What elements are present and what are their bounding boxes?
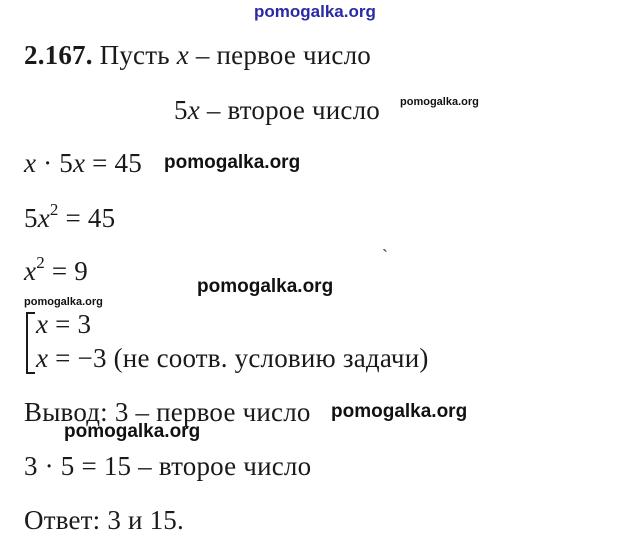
watermark-top: pomogalka.org xyxy=(254,2,376,21)
conclusion-line-1: Вывод: 3 – первое число xyxy=(24,397,311,427)
problem-line-2 xyxy=(174,95,380,125)
watermark-after-conclusion: pomogalka.org xyxy=(331,401,468,422)
exponent: 2 xyxy=(36,253,45,272)
eq1-result: = 45 xyxy=(85,148,142,178)
exponent: 2 xyxy=(49,200,59,219)
system-row-1 xyxy=(36,309,91,339)
coefficient: 5 xyxy=(24,203,38,233)
watermark-center: pomogalka.org xyxy=(197,276,334,297)
watermark-mid-right: pomogalka.org xyxy=(400,96,479,108)
eq3-result: = 9 xyxy=(44,256,88,286)
rejection-note: (не соотв. условию задачи) xyxy=(106,343,429,373)
system-bracket xyxy=(26,312,35,374)
problem-line-1 xyxy=(24,40,371,70)
first-number-label: – первое число xyxy=(188,40,371,70)
variable-x: x xyxy=(176,40,189,70)
watermark-small-left: pomogalka.org xyxy=(24,296,103,308)
variable-x: x xyxy=(187,95,200,125)
answer: Ответ: 3 и 15. xyxy=(24,505,184,535)
conclusion-line-2: 3 · 5 = 15 – второе число xyxy=(24,451,312,481)
let-word: Пусть xyxy=(99,40,170,70)
problem-number: 2.167. xyxy=(24,40,93,70)
watermark-after-eq1: pomogalka.org xyxy=(164,152,301,173)
coefficient: 5 xyxy=(174,95,188,125)
equation-3 xyxy=(24,253,88,286)
variable-x: x xyxy=(37,203,50,233)
root-positive: = 3 xyxy=(48,309,92,339)
watermark-below-conclusion: pomogalka.org xyxy=(64,421,201,442)
stray-mark: ` xyxy=(382,246,388,266)
second-number-label: – второе число xyxy=(199,95,380,125)
root-negative: = −3 xyxy=(48,343,107,373)
variable-x: x xyxy=(36,343,49,373)
equation-1 xyxy=(24,148,142,178)
eq2-result: = 45 xyxy=(58,203,116,233)
eq1-operator: · 5 xyxy=(36,148,73,178)
system-row-2 xyxy=(36,343,429,373)
variable-x: x xyxy=(24,256,37,286)
variable-x: x xyxy=(36,309,49,339)
variable-x: x xyxy=(24,148,37,178)
variable-x: x xyxy=(72,148,86,178)
equation-2 xyxy=(24,200,116,233)
